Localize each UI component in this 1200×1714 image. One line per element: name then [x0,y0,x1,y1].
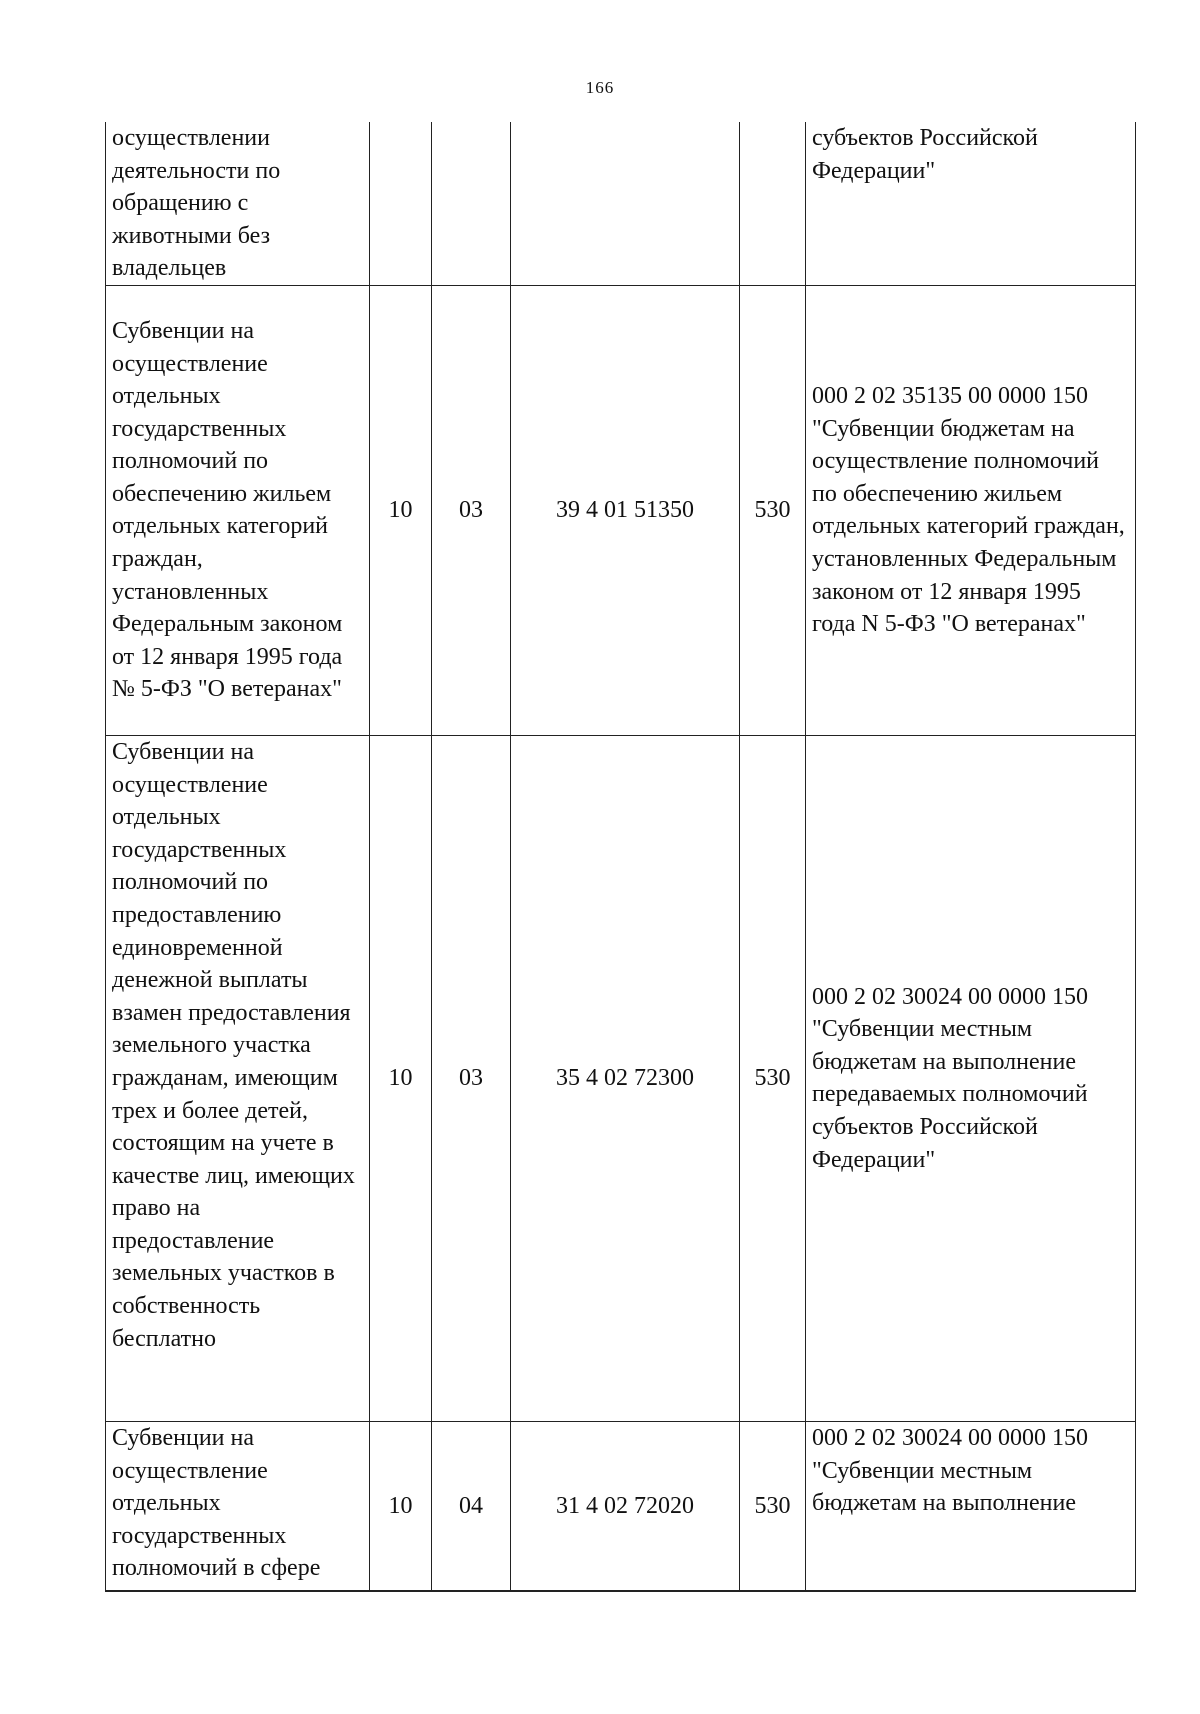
cell-revenue-code: 000 2 02 30024 00 0000 150 "Субвенции местным бюджетам на выполнение передаваемых полномочий субъектов Российской Федерации" [806,735,1136,1421]
cell-revenue-code: 000 2 02 30024 00 0000 150 "Субвенции местным бюджетам на выполнение [806,1421,1136,1591]
cell-section [370,122,432,285]
cell-name: Субвенции на осуществление отдельных государственных полномочий в сфере [106,1421,370,1591]
cell-section: 10 [370,285,432,735]
cell-expense-type [740,122,806,285]
cell-target-article [511,122,740,285]
cell-section: 10 [370,1421,432,1591]
cell-target-article: 39 4 01 51350 [511,285,740,735]
cell-subsection: 03 [432,735,511,1421]
cell-target-article: 35 4 02 72300 [511,735,740,1421]
cell-revenue-code: 000 2 02 35135 00 0000 150 "Субвенции бюджетам на осуществление полномочий по обеспечению жильем отдельных категорий граждан, установленных Федеральным законом от 12 января 1995 года N 5-ФЗ "О ветеранах" [806,285,1136,735]
cell-name: Субвенции на осуществление отдельных государственных полномочий по предоставлению единовременной денежной выплаты взамен предоставления земельного участка гражданам, имеющим трех и более детей, состоящим на учете в качестве лиц, имеющих право на предоставление земельных участков в собственность бесплатно [106,735,370,1421]
cell-subsection: 03 [432,285,511,735]
cell-name: осуществлении деятельности по обращению с животными без владельцев [106,122,370,285]
cell-target-article: 31 4 02 72020 [511,1421,740,1591]
budget-table [105,122,1136,1592]
cell-expense-type: 530 [740,735,806,1421]
table-row [106,735,1136,1421]
cell-section: 10 [370,735,432,1421]
cell-expense-type: 530 [740,285,806,735]
page-number: 166 [585,78,615,97]
table-row [106,285,1136,735]
cell-revenue-code: субъектов Российской Федерации" [806,122,1136,285]
cell-subsection: 04 [432,1421,511,1591]
table-row [106,1421,1136,1591]
table-row [106,122,1136,285]
cell-expense-type: 530 [740,1421,806,1591]
cell-name: Субвенции на осуществление отдельных государственных полномочий по обеспечению жильем отдельных категорий граждан, установленных Федеральным законом от 12 января 1995 года № 5-ФЗ "О ветеранах" [106,285,370,735]
cell-subsection [432,122,511,285]
